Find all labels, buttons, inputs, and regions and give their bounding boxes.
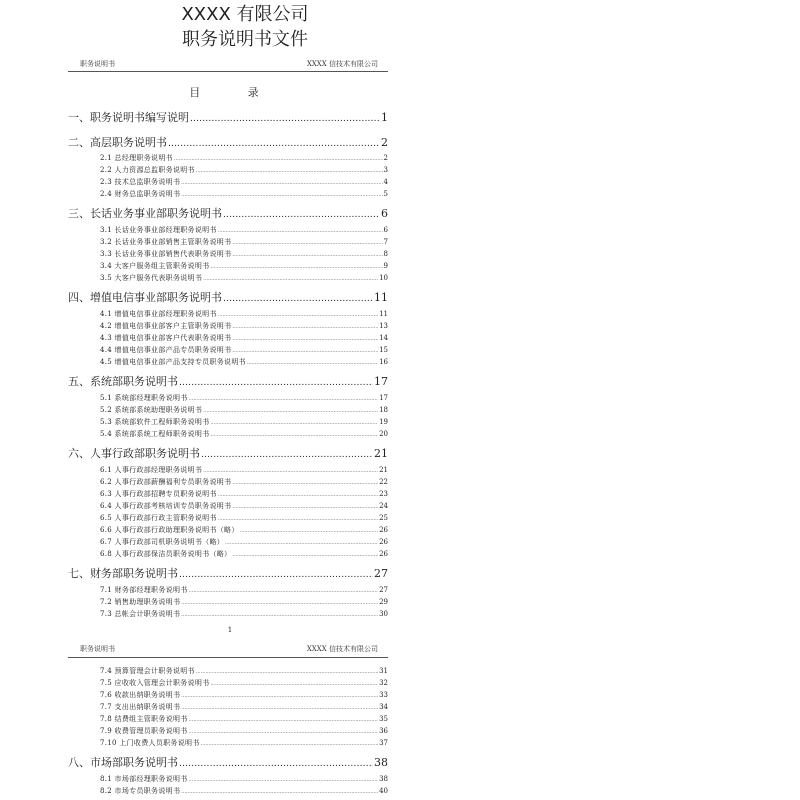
toc-heading: 目 录: [189, 86, 281, 99]
toc-entry-page: 6: [383, 226, 388, 234]
toc-entry-page: 25: [379, 514, 388, 522]
toc-entry-page: 27: [379, 586, 388, 594]
toc-entry-page: 10: [379, 274, 388, 282]
toc-subsection-entry[interactable]: [100, 261, 388, 271]
dot-leader: [210, 263, 382, 271]
toc-entry-label: 2.3 技术总监职务说明书: [100, 178, 181, 186]
toc-subsection-entry[interactable]: [100, 333, 388, 343]
toc-subsection-entry[interactable]: [100, 690, 388, 700]
dot-leader: [232, 503, 378, 511]
toc-entry-page: 9: [383, 262, 388, 270]
toc-entry-page: 37: [379, 739, 388, 747]
dot-leader: [181, 179, 382, 187]
toc-entry-page: 2: [381, 136, 388, 149]
toc-subsection-entry[interactable]: [100, 585, 388, 595]
toc-subsection-entry[interactable]: [100, 609, 388, 619]
dot-leader: [218, 491, 378, 499]
dot-leader: [218, 515, 378, 523]
dot-leader: [240, 527, 378, 535]
toc-entry-page: 38: [374, 756, 388, 769]
dot-leader: [189, 587, 379, 595]
toc-entry-label: 七、财务部职务说明书: [68, 567, 178, 580]
toc-entry-label: 7.4 预算管理会计职务说明书: [100, 667, 195, 675]
dot-leader: [210, 419, 378, 427]
toc-entry-page: 26: [379, 538, 388, 546]
header-right: XXXX 信技术有限公司: [306, 60, 378, 68]
toc-section-entry[interactable]: [68, 110, 388, 126]
toc-entry-label: 5.3 系统部软件工程师职务说明书: [100, 418, 210, 426]
dot-leader: [189, 395, 379, 403]
dot-leader: [196, 167, 383, 175]
toc-entry-page: 35: [379, 715, 388, 723]
dot-leader: [232, 239, 382, 247]
dot-leader: [181, 599, 378, 607]
toc-entry-label: 7.9 收费管理员职务说明书: [100, 727, 188, 735]
header-divider: [68, 657, 388, 658]
toc-entry-page: 11: [374, 291, 388, 304]
dot-leader: [189, 716, 379, 724]
header-divider: [68, 71, 388, 72]
toc-entry-page: 26: [379, 550, 388, 558]
toc-entry-label: 3.4 大客户服务组主管职务说明书: [100, 262, 210, 270]
toc-entry-page: 17: [379, 394, 388, 402]
dot-leader: [168, 138, 380, 151]
toc-subsection-entry[interactable]: [100, 321, 388, 331]
toc-subsection-entry[interactable]: [100, 774, 388, 784]
toc-entry-label: 6.1 人事行政部经理职务说明书: [100, 466, 203, 474]
dot-leader: [218, 227, 383, 235]
toc-entry-page: 6: [381, 207, 388, 220]
dot-leader: [203, 275, 378, 283]
dot-leader: [181, 191, 382, 199]
toc-entry-label: 四、增值电信事业部职务说明书: [68, 291, 222, 304]
toc-entry-label: 4.5 增值电信事业部产品支持专员职务说明书: [100, 358, 246, 366]
toc-entry-page: 27: [374, 567, 388, 580]
dot-leader: [203, 407, 378, 415]
toc-entry-label: 六、人事行政部职务说明书: [68, 447, 200, 460]
toc-subsection-entry[interactable]: [100, 357, 388, 367]
toc-subsection-entry[interactable]: [100, 714, 388, 724]
toc-entry-label: 7.8 结费组主管职务说明书: [100, 715, 188, 723]
toc-entry-page: 20: [379, 430, 388, 438]
dot-leader: [225, 539, 378, 547]
toc-subsection-entry[interactable]: [100, 477, 388, 487]
toc-entry-page: 33: [379, 691, 388, 699]
toc-entry-page: 14: [379, 334, 388, 342]
toc-subsection-entry[interactable]: [100, 165, 388, 175]
dot-leader: [232, 479, 378, 487]
toc-entry-page: 2: [383, 154, 388, 162]
toc-entry-page: 38: [379, 775, 388, 783]
toc-entry-page: 34: [379, 703, 388, 711]
toc-entry-label: 7.6 收款出纳职务说明书: [100, 691, 181, 699]
dot-leader: [196, 668, 378, 676]
toc-entry-label: 一、职务说明书编写说明: [68, 111, 189, 124]
toc-entry-page: 17: [374, 375, 388, 388]
company-title: XXXX 有限公司: [181, 4, 309, 25]
toc-entry-page: 3: [383, 166, 388, 174]
dot-leader: [203, 467, 378, 475]
page-number: 1: [227, 626, 233, 634]
toc-entry-page: 22: [379, 478, 388, 486]
toc-subsection-entry[interactable]: [100, 513, 388, 523]
toc-entry-page: 23: [379, 490, 388, 498]
toc-entry-label: 4.3 增值电信事业部客户代表职务说明书: [100, 334, 232, 342]
toc-entry-label: 3.2 长话业务事业部销售主管职务说明书: [100, 238, 232, 246]
toc-entry-page: 7: [383, 238, 388, 246]
dot-leader: [210, 680, 378, 688]
toc-entry-label: 6.4 人事行政部考核培训专员职务说明书: [100, 502, 232, 510]
dot-leader: [181, 692, 378, 700]
dot-leader: [201, 449, 373, 462]
toc-section-entry[interactable]: [68, 206, 388, 222]
dot-leader: [190, 113, 380, 126]
toc-subsection-entry[interactable]: [100, 177, 388, 187]
toc-entry-label: 4.1 增值电信事业部经理职务说明书: [100, 310, 217, 318]
toc-subsection-entry[interactable]: [100, 489, 388, 499]
toc-entry-page: 16: [379, 358, 388, 366]
toc-section-entry[interactable]: [68, 446, 388, 462]
toc-entry-page: 18: [379, 406, 388, 414]
toc-entry-label: 6.8 人事行政部保洁员职务说明书（略）: [100, 550, 232, 558]
document-title: 职务说明书文件: [182, 29, 308, 50]
toc-subsection-entry[interactable]: [100, 249, 388, 259]
toc-subsection-entry[interactable]: [100, 537, 388, 547]
toc-entry-page: 15: [379, 346, 388, 354]
toc-subsection-entry[interactable]: [100, 738, 388, 748]
toc-entry-label: 3.1 长话业务事业部经理职务说明书: [100, 226, 217, 234]
toc-entry-label: 6.2 人事行政部薪酬福利专员职务说明书: [100, 478, 232, 486]
dot-leader: [232, 323, 378, 331]
dot-leader: [189, 728, 379, 736]
toc-entry-page: 1: [381, 111, 388, 124]
toc-entry-label: 5.1 系统部经理职务说明书: [100, 394, 188, 402]
toc-entry-label: 二、高层职务说明书: [68, 136, 167, 149]
toc-subsection-entry[interactable]: [100, 702, 388, 712]
toc-entry-page: 31: [379, 667, 388, 675]
toc-subsection-entry[interactable]: [100, 666, 388, 676]
toc-entry-page: 24: [379, 502, 388, 510]
toc-entry-page: 8: [383, 250, 388, 258]
toc-entry-label: 八、市场部职务说明书: [68, 756, 178, 769]
toc-entry-page: 40: [379, 787, 388, 795]
toc-section-entry[interactable]: [68, 374, 388, 390]
toc-subsection-entry[interactable]: [100, 525, 388, 535]
toc-entry-label: 五、系统部职务说明书: [68, 375, 178, 388]
toc-section-entry[interactable]: [68, 566, 388, 582]
toc-entry-label: 5.4 系统部系统工程师职务说明书: [100, 430, 210, 438]
toc-subsection-entry[interactable]: [100, 597, 388, 607]
toc-entry-label: 3.3 长话业务事业部销售代表职务说明书: [100, 250, 232, 258]
toc-entry-label: 4.4 增值电信事业部产品专员职务说明书: [100, 346, 232, 354]
toc-subsection-entry[interactable]: [100, 417, 388, 427]
toc-entry-label: 2.4 财务总监职务说明书: [100, 190, 181, 198]
dot-leader: [181, 788, 378, 796]
toc-subsection-entry[interactable]: [100, 726, 388, 736]
toc-subsection-entry[interactable]: [100, 273, 388, 283]
toc-subsection-entry[interactable]: [100, 549, 388, 559]
dot-leader: [181, 611, 378, 619]
toc-entry-label: 7.10 上门收费人员职务说明书: [100, 739, 200, 747]
toc-entry-label: 6.7 人事行政部司机职务说明书（略）: [100, 538, 225, 546]
dot-leader: [179, 569, 373, 582]
dot-leader: [232, 251, 382, 259]
toc-subsection-entry[interactable]: [100, 405, 388, 415]
dot-leader: [232, 335, 378, 343]
dot-leader: [174, 155, 383, 163]
toc-entry-label: 8.2 市场专员职务说明书: [100, 787, 181, 795]
toc-subsection-entry[interactable]: [100, 153, 388, 163]
dot-leader: [232, 347, 378, 355]
toc-entry-page: 5: [383, 190, 388, 198]
dot-leader: [223, 209, 380, 222]
toc-entry-page: 36: [379, 727, 388, 735]
toc-entry-label: 7.2 销售助理职务说明书: [100, 598, 181, 606]
toc-subsection-entry[interactable]: [100, 429, 388, 439]
toc-entry-page: 19: [379, 418, 388, 426]
toc-entry-label: 5.2 系统部系统助理职务说明书: [100, 406, 203, 414]
page-header-2: [80, 643, 378, 655]
toc-entry-page: 21: [374, 447, 388, 460]
toc-entry-page: 29: [379, 598, 388, 606]
dot-leader: [179, 377, 373, 390]
toc-entry-label: 2.1 总经理职务说明书: [100, 154, 173, 162]
toc-entry-label: 6.6 人事行政部行政助理职务说明书（略）: [100, 526, 239, 534]
toc-section-entry[interactable]: [68, 755, 388, 771]
toc-entry-page: 32: [379, 679, 388, 687]
header-left: 职务说明书: [80, 645, 115, 653]
toc-entry-label: 2.2 人力资源总监职务说明书: [100, 166, 195, 174]
toc-entry-label: 6.5 人事行政部行政主管职务说明书: [100, 514, 217, 522]
toc-subsection-entry[interactable]: [100, 225, 388, 235]
toc-subsection-entry[interactable]: [100, 189, 388, 199]
toc-subsection-entry[interactable]: [100, 309, 388, 319]
toc-subsection-entry[interactable]: [100, 345, 388, 355]
toc-entry-label: 7.1 财务部经理职务说明书: [100, 586, 188, 594]
toc-entry-page: 11: [379, 310, 388, 318]
dot-leader: [232, 551, 378, 559]
toc-subsection-entry[interactable]: [100, 465, 388, 475]
toc-entry-label: 7.3 总帐会计职务说明书: [100, 610, 181, 618]
toc-subsection-entry[interactable]: [100, 501, 388, 511]
header-left: 职务说明书: [80, 60, 115, 68]
toc-entry-page: 30: [379, 610, 388, 618]
header-right: XXXX 信技术有限公司: [306, 645, 378, 653]
dot-leader: [181, 704, 378, 712]
page-header: [80, 58, 378, 70]
dot-leader: [247, 359, 378, 367]
toc-entry-label: 3.5 大客户服务代表职务说明书: [100, 274, 203, 282]
dot-leader: [210, 431, 378, 439]
toc-subsection-entry[interactable]: [100, 678, 388, 688]
dot-leader: [218, 311, 378, 319]
toc-subsection-entry[interactable]: [100, 786, 388, 796]
toc-section-entry[interactable]: [68, 290, 388, 306]
dot-leader: [179, 758, 373, 771]
toc-entry-page: 13: [379, 322, 388, 330]
dot-leader: [189, 776, 379, 784]
toc-entry-label: 7.5 应收收入管理会计职务说明书: [100, 679, 210, 687]
dot-leader: [223, 293, 373, 306]
toc-entry-page: 21: [379, 466, 388, 474]
toc-section-entry[interactable]: [68, 135, 388, 151]
toc-entry-page: 4: [383, 178, 388, 186]
toc-entry-label: 8.1 市场部经理职务说明书: [100, 775, 188, 783]
toc-entry-label: 4.2 增值电信事业部客户主管职务说明书: [100, 322, 232, 330]
toc-entry-label: 三、长话业务事业部职务说明书: [68, 207, 222, 220]
toc-subsection-entry[interactable]: [100, 393, 388, 403]
toc-subsection-entry[interactable]: [100, 237, 388, 247]
toc-entry-label: 6.3 人事行政部招聘专员职务说明书: [100, 490, 217, 498]
toc-entry-page: 26: [379, 526, 388, 534]
toc-entry-label: 7.7 支出出纳职务说明书: [100, 703, 181, 711]
dot-leader: [201, 740, 378, 748]
